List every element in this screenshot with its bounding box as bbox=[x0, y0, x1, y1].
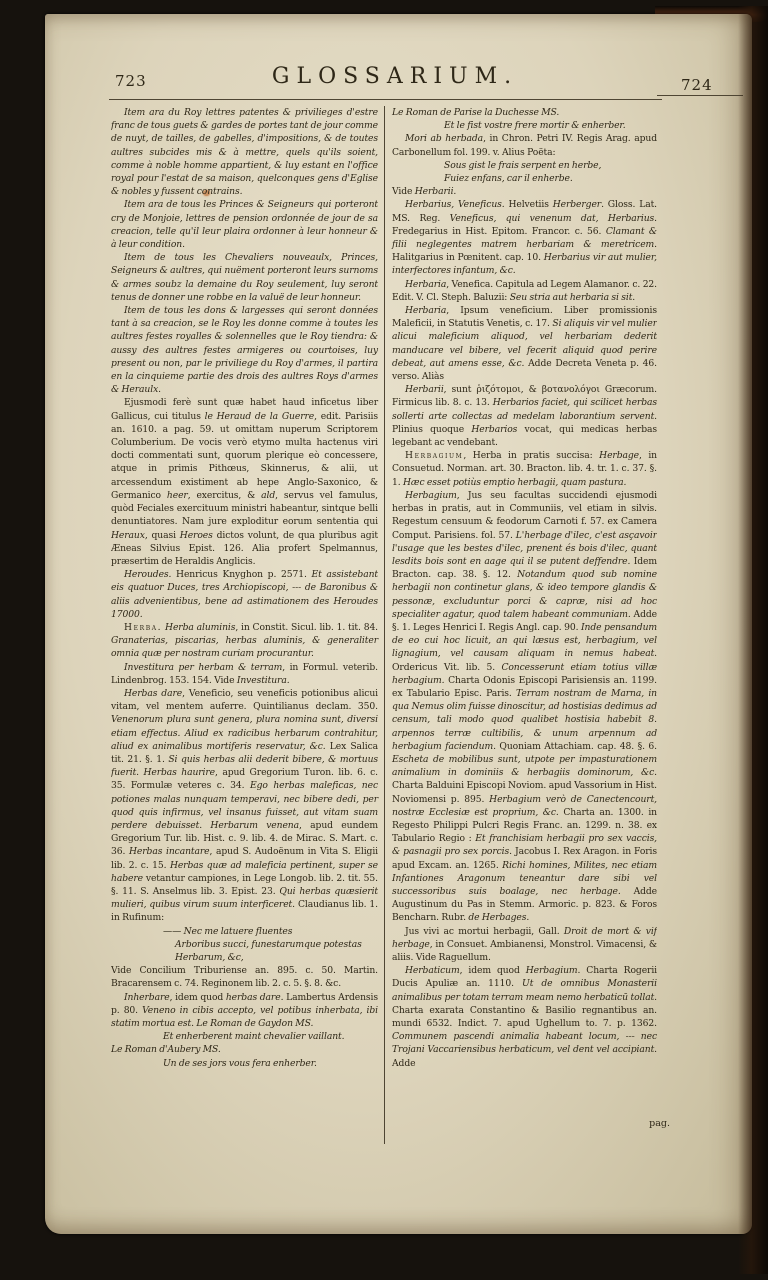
paragraph bbox=[111, 304, 378, 396]
text-column-left bbox=[111, 106, 384, 1156]
text-segment: Item ara de tous les Princes & Seigneurs qui porteront cry de Monjoie, lettres de pension ordonnée de jour de sa creacion, telle qu'il leur plaira ordonner à leur honneur & à leur condition. bbox=[111, 199, 378, 251]
paragraph bbox=[111, 964, 378, 990]
text-segment: de Herbages. bbox=[468, 912, 530, 924]
text-segment: Venenorum plura sunt genera, plura nomina sunt, diversi etiam effectus. Aliud ex radicibus herbarum contrahitur, aliud ex animalibus mortiferis reservatur, &c. bbox=[111, 714, 378, 752]
text-segment: Investitura. bbox=[236, 674, 290, 686]
text-segment: Clamant & filii neglegentes matrem herbariam & meretricem. bbox=[392, 225, 657, 251]
paragraph bbox=[392, 119, 657, 132]
paragraph bbox=[111, 951, 378, 964]
paragraph bbox=[392, 106, 657, 119]
paragraph bbox=[392, 185, 657, 198]
paragraph bbox=[392, 278, 657, 304]
text-segment: L'herbage d'ilec, c'est asçavoir l'usage que les bestes d'ilec, prenent és bois d'ilec, quant lesdits bois sont en aage qui il se putent deffendre. bbox=[392, 529, 657, 567]
text-segment: , quasi bbox=[144, 529, 180, 541]
text-segment: Heroudes. bbox=[124, 569, 172, 581]
text-segment: Fredegarius in Hist. Epitom. Francor. c. 56. bbox=[392, 225, 606, 237]
text-segment: , Jus seu facultas succidendi ejusmodi herbas in pratis, aut in Communiis, vel etiam in silvis. Regestum censuum & feodorum Carnoti f. 57. ex Camera Comput. Parisiens. fol. 57. bbox=[392, 489, 657, 541]
text-segment: Notandum quod sub nomine herbagii non continetur glans, & ideo tempore glandis & pessonæ, excluduntur porci & capræ, nisi ad hoc specialiter agatur, quod talem habeant communiam. bbox=[392, 569, 657, 620]
text-segment: Veneno in cibis accepto, vel potibus inherbata, ibi statim mortua est. Le Roman de Gaydon MS. bbox=[111, 1004, 378, 1030]
text-segment: Adde Decreta Veneta p. 46. verso. Aliàs bbox=[392, 357, 657, 383]
paragraph bbox=[111, 925, 378, 938]
catchword: pag. bbox=[649, 1118, 670, 1129]
text-segment: Herbas dare bbox=[124, 687, 183, 699]
text-segment: Item ara du Roy lettres patentes & privilieges d'estre franc de tous guets & gardes de portes tant de jour comme de nuyt, de tailles, de gabelles, d'impositions, & de toutes aultres subcides mis & à mettre, quels qu'ils soient, comme à noble homme appartient, & luy estant en l'office royal pour l'estat de sa maison, quelconques gens d'Eglise & nobles y fussent contrains. bbox=[111, 107, 378, 198]
text-segment: Plinius quoque bbox=[392, 423, 472, 435]
text-segment: , sunt ῥιζότομοι, & βοτανολόγοι Græcorum. Firmicus lib. 8. c. 13. bbox=[392, 384, 657, 409]
text-segment: Terram nostram de Marna, in qua Nemus olim fuisse dinoscitur, ad hostisias dedimus ad censum, tali modo quod qualibet hostisia habebit 8. arpennos terræ cultibilis, & unum arpennum ad herbagium faciendum. bbox=[392, 687, 657, 752]
book-page bbox=[45, 14, 752, 1234]
text-segment: Le Roman d'Aubery MS. bbox=[111, 1044, 221, 1056]
text-segment: Herbas quæ ad maleficia pertinent, super se habere bbox=[111, 859, 378, 884]
text-segment: Un de ses jors vous fera enherber. bbox=[163, 1057, 317, 1069]
text-segment: Herbarii. bbox=[414, 186, 457, 198]
paragraph bbox=[392, 132, 657, 158]
text-segment: Charta exarata Constantino & Basilio regnantibus an. mundi 6532. Indict. 7. apud Ughellum to. 7. p. 1362. bbox=[392, 1004, 657, 1030]
paragraph bbox=[111, 568, 378, 621]
page-number-right: 724 bbox=[681, 76, 713, 94]
text-segment: Le Roman de Parise la Duchesse MS. bbox=[392, 107, 560, 118]
text-segment: Ut de omnibus Monasterii animalibus per totam terram meam nemo herbaticū tollat. bbox=[392, 978, 657, 1003]
text-segment: —— Nec me latuere fluentes bbox=[163, 925, 293, 937]
text-segment: Fuiez enfans, car il enherbe. bbox=[444, 173, 573, 185]
text-segment: Ejusmodi ferè sunt quæ habet haud inficetus liber Gallicus, cui titulus bbox=[111, 397, 378, 422]
text-segment: Heraux bbox=[111, 529, 145, 541]
text-segment: Concesserunt etiam totius villæ herbagium. bbox=[392, 661, 657, 686]
paragraph bbox=[111, 661, 378, 687]
text-segment: Lex Salica tit. 21. §. 1. bbox=[111, 740, 378, 765]
text-segment: Charta Odonis Episcopi Parisiensis an. 1199. ex Tabulario Episc. Paris. bbox=[392, 674, 657, 699]
text-segment: Item de tous les dons & largesses qui seront données tant à sa creacion, se le Roy les donne comme à toutes les aultres festes royalles & solennelles que le Roy tiendra: & aussy des aultres festes armigeres ou courtoises, luy present ou non, par le priviliege du Roy d'armes, il partira en la cinquieme partie des drois des aultres Roys d'armes & Heraulx. bbox=[111, 305, 378, 396]
text-segment: Droit de mort & vif herbage bbox=[392, 925, 657, 950]
text-segment: Vide bbox=[392, 186, 415, 198]
text-segment: Et enherberent maint chevalier vaillant. bbox=[163, 1031, 345, 1043]
text-segment: Heroes bbox=[179, 529, 213, 541]
text-segment: , in Consuetud. Norman. art. 30. Bracton. lib. 4. tr. 1. c. 37. §. 1. bbox=[392, 450, 657, 488]
text-segment: , edit. Parisiis an. 1610. a pag. 59. ut omittam nuperum Scriptorem Columberium. De vocis verò etymo multa hactenus viri docti commentati sunt, quorum plerique eò concessere, atque in primis Pithœus, Skinnerus, & alii, ut arcessendum existiment ab hepe Anglo-Saxonico, & Germanico bbox=[111, 410, 378, 501]
text-segment: Adde §. 1. Leges Henrici I. Regis Angl. cap. 90. bbox=[392, 608, 657, 633]
text-segment: . Charta Rogerii Ducis Apuliæ an. 1110. bbox=[392, 965, 657, 990]
paragraph bbox=[111, 621, 378, 661]
text-segment: Granaterias, piscarias, herbas aluminis, & generaliter omnia quæ per nostram curiam procurantur. bbox=[111, 635, 378, 660]
text-segment: Herbarios faciet, qui scilicet herbas sollerti arte collectas ad medelam laborantium servent. bbox=[392, 397, 657, 422]
text-segment: Idem Bracton. cap. 38. §. 12. bbox=[392, 555, 657, 581]
text-segment: Inherbare bbox=[124, 991, 170, 1003]
text-segment: herbas dare bbox=[225, 991, 281, 1003]
text-segment: , in Constit. Sicul. lib. 1. tit. 84. bbox=[235, 621, 379, 633]
header-rule bbox=[109, 99, 662, 100]
text-segment: Charta Balduini Episcopi Noviom. apud Vassorium in Hist. Noviomensi p. 895. bbox=[392, 780, 657, 805]
text-segment: Herbaria bbox=[405, 305, 447, 317]
text-segment: , idem quod bbox=[459, 965, 526, 977]
paragraph bbox=[392, 489, 657, 925]
text-segment: Claudianus lib. 1. in Rufinum: bbox=[111, 899, 378, 924]
text-segment: , in Consuet. Ambianensi, Monstrol. Vimacensi, & aliis. Vide Raguellum. bbox=[392, 938, 657, 963]
page-title: GLOSSARIUM. bbox=[271, 64, 519, 89]
text-segment: Herbarum, &c, bbox=[175, 952, 244, 963]
paragraph bbox=[111, 106, 378, 198]
paragraph bbox=[111, 991, 378, 1031]
text-segment: Herba aluminis bbox=[165, 621, 236, 633]
page-number-left: 723 bbox=[115, 72, 147, 90]
text-segment: , idem quod bbox=[169, 991, 226, 1003]
text-segment: Mori ab herbada bbox=[405, 133, 484, 145]
text-segment: Herbarius, Veneficus. bbox=[405, 199, 505, 211]
paragraph bbox=[392, 964, 657, 1070]
text-column-right bbox=[385, 106, 657, 1156]
text-segment: Investitura per herbam & terram bbox=[124, 661, 283, 673]
text-segment: heer bbox=[166, 489, 188, 501]
text-segment: Communem pascendi animalia habeant locum, --- nec Trojani Vaccariensibus herbaticum, vel dent vel accipiant. bbox=[392, 1031, 657, 1056]
text-segment: Si aliquis vir vel mulier alicui maleficium aliquod, vel herbariam dederit manducare vel bibere, vel fecerit aliquid quod perire debeat, aut amens esse, &c. bbox=[392, 318, 657, 369]
text-segment: Et franchisiam herbagii pro sex vaccis, & pasnagii pro sex porcis. bbox=[392, 833, 657, 858]
text-segment: Herbagium verò de Canectencourt, nostræ Ecclesiæ est proprium, &c. bbox=[392, 793, 657, 818]
text-segment: ald bbox=[261, 489, 276, 501]
text-segment: Quoniam Attachiam. cap. 48. §. 6. bbox=[495, 740, 657, 752]
paragraph bbox=[392, 383, 657, 449]
text-segment: , Veneficio, seu veneficis potionibus alicui vitam, vel mentem auferre. Quintilianus declam. 350. bbox=[111, 687, 378, 713]
text-segment: le Heraud de la Guerre bbox=[204, 410, 315, 422]
text-segment: Adde Augustinum du Pas in Stemm. Armoric. p. 823. & Foros Bencharn. Rubr. bbox=[392, 885, 657, 924]
text-segment: , apud Gregorium Turon. lib. 6. c. 35. Formulæ veteres c. 34. bbox=[111, 767, 378, 792]
text-segment: Herba. bbox=[124, 621, 163, 633]
text-segment: Herbarios bbox=[471, 423, 518, 435]
paragraph bbox=[111, 198, 378, 251]
paragraph bbox=[111, 396, 378, 568]
text-segment: , in Chron. Petri IV. Regis Arag. apud Carbonellum fol. 199. v. Alius Poëta: bbox=[392, 133, 657, 158]
text-segment: , Venefica. Capitula ad Legem Alamanor. c. 22. Edit. V. Cl. Steph. Baluzii: bbox=[392, 278, 657, 303]
text-segment: vetantur campiones, in Lege Longob. lib. 2. tit. 55. §. 11. S. Anselmus lib. 3. Epist. 23. bbox=[111, 872, 378, 897]
text-segment: Jacobus I. Rex Aragon. in Foris apud Excam. an. 1265. bbox=[392, 846, 657, 871]
text-segment: Si quis herbas alii dederit bibere, & mortuus fuerit. Herbas haurire bbox=[111, 753, 379, 779]
text-segment: , Ipsum veneficium. Liber promissionis Maleficii, in Statutis Venetis, c. 17. bbox=[392, 305, 657, 330]
text-segment: Et assistebant eis quatuor Duces, tres Archiopiscopi, --- de Baronibus & aliis advenientibus, bene ad astimationem des Heroudes 17000. bbox=[111, 569, 378, 620]
text-segment: Vide Concilium Triburiense an. 895. c. 50. Martin. Bracarensem c. 74. Reginonem lib. 2. c. 5. §. 8. &c. bbox=[111, 965, 378, 990]
text-segment: Herbagium bbox=[405, 450, 464, 462]
text-segment: Veneficus, qui venenum dat, Herbarius. bbox=[449, 212, 657, 224]
text-segment: Adde bbox=[392, 1057, 416, 1069]
text-segment: Herbaticum bbox=[405, 965, 460, 977]
text-segment: Helvetiis bbox=[504, 199, 553, 211]
text-segment: , exercitus, & bbox=[187, 489, 262, 501]
text-segment: Herbas incantare bbox=[129, 846, 210, 858]
paragraph bbox=[392, 198, 657, 277]
text-segment: Et le fist vostre frere mortir & enherber. bbox=[444, 120, 626, 132]
paragraph bbox=[392, 449, 657, 489]
text-segment: Halitgarius in Pœnitent. cap. 10. bbox=[392, 252, 544, 264]
paragraph bbox=[392, 925, 657, 965]
paragraph bbox=[111, 687, 378, 925]
text-segment: , apud S. Audoënum in Vita S. Eligii lib. 2. c. 15. bbox=[111, 846, 378, 871]
text-segment: Herbage bbox=[599, 450, 639, 462]
book-fore-edge bbox=[738, 6, 768, 1274]
paragraph bbox=[111, 251, 378, 304]
text-segment: vocat, qui medicas herbas legebant ac vendebant. bbox=[392, 423, 657, 449]
paragraph bbox=[392, 304, 657, 383]
text-segment: , Herba in pratis succisa: bbox=[463, 450, 600, 462]
text-segment: Herbarius vir aut mulier, interfectores infantum, &c. bbox=[392, 252, 657, 277]
text-segment: . Lambertus Ardensis p. 80. bbox=[111, 991, 379, 1016]
text-segment: , apud eundem Gregorium Tur. lib. Hist. c. 9. lib. 4. de Mirac. S. Mart. c. 36. bbox=[111, 819, 378, 858]
text-segment: Ego herbas maleficas, nec potiones malas nunquam temperavi, nec bibere dedi, per quod quis infirmus, vel insanus fuisset, aut vitam suam perdere debuisset. Herbarum venena bbox=[111, 780, 378, 831]
text-segment: Hæc esset potiùs emptio herbagii, quam pastura. bbox=[403, 476, 627, 488]
text-segment: Arboribus succi, funestarumque potestas bbox=[175, 938, 362, 950]
paragraph bbox=[111, 1057, 378, 1070]
text-segment: Ordericus Vit. lib. 5. bbox=[392, 661, 502, 673]
paragraph bbox=[111, 1043, 378, 1056]
text-segment: Jus vivi ac mortui herbagii, Gall. bbox=[405, 925, 564, 937]
text-segment: Henricus Knyghon p. 2571. bbox=[171, 569, 312, 581]
text-segment: Herbagium bbox=[525, 965, 578, 977]
text-segment: Escheta de mobilibus sunt, utpote per impasturationem animalium in dominiis & herbagiis dominorum, &c. bbox=[392, 753, 657, 779]
paragraph bbox=[392, 172, 657, 185]
header-rule-right bbox=[657, 95, 743, 96]
text-segment: Herbaria bbox=[405, 278, 447, 290]
paragraph bbox=[111, 1030, 378, 1043]
paragraph bbox=[392, 159, 657, 172]
text-segment: , servus vel famulus, quòd Feciales exercituum ministri habeantur, sintque belli denuntiatores. Nam jure exploditur eorum sententia qui bbox=[111, 489, 378, 528]
paragraph bbox=[111, 938, 378, 951]
text-segment: , in Formul. veterib. Lindenbrog. 153. 154. Vide bbox=[111, 661, 378, 686]
text-segment: Sous gist le frais serpent en herbe, bbox=[444, 159, 602, 171]
text-segment: dictos volunt, de qua pluribus agit Æneas Silvius Epist. 126. Alia profert Spelmannus, præsertim de Heraldis Anglicis. bbox=[111, 529, 378, 567]
text-segment: Herbagium bbox=[405, 489, 457, 501]
text-segment: Charta an. 1300. in Regesto Philippi Pulcri Regis Franc. an. 1299. n. 38. ex Tabulario Regio : bbox=[392, 806, 657, 845]
text-segment: Qui herbas quæsierit mulieri, quibus virum suum interficeret. bbox=[111, 885, 379, 911]
text-segment: Herberger bbox=[552, 199, 602, 211]
text-segment: Seu stria aut herbaria si sit. bbox=[509, 291, 636, 303]
text-segment: Herbarii bbox=[405, 384, 444, 396]
text-segment: Inde pensandum de eo cui hoc licuit, an qui læsus est, herbagium, vel lignagium, vel causam aliquam in nemus habeat. bbox=[392, 621, 657, 660]
text-segment: Item de tous les Chevaliers nouveaulx, Princes, Seigneurs & aultres, qui nuëment porteront leurs surnoms & armes soubz la demaine du Roy seulement, luy seront tenus de donner une robbe en la valuë de leur honneur. bbox=[111, 252, 378, 303]
text-area bbox=[111, 106, 663, 1156]
text-segment: . Gloss. Lat. MS. Reg. bbox=[392, 199, 657, 224]
text-segment: Richi homines, Milites, nec etiam Infantiones Aragonum teneantur dare sibi vel successoribus suis boalage, nec herbage. bbox=[392, 859, 657, 897]
